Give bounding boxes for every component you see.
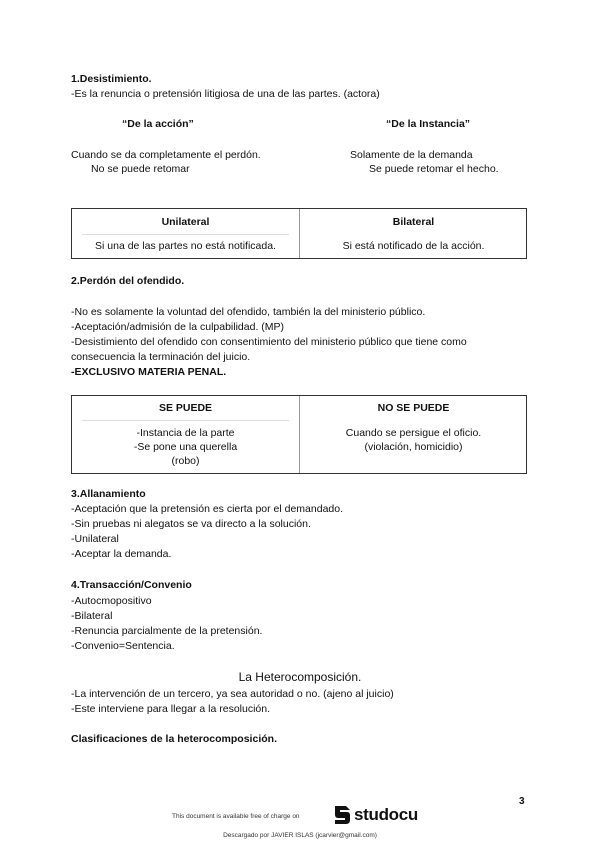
heterocomposicion-title: La Heterocomposición. [238,670,362,684]
heading-de-la-accion: “De la acción” [122,118,194,130]
table-col-se-puede [72,396,299,473]
section-2-line-3: -Desistimiento del ofendido con consentimiento del ministerio público que tiene como [71,336,467,348]
section-2-title: 2.Perdón del ofendido. [71,275,185,287]
accion-line-2: No se puede retomar [91,163,190,175]
instancia-line-1: Solamente de la demanda [350,149,473,161]
table-col-unilateral [72,209,299,258]
no-se-puede-cell-2: (violación, homicidio) [364,441,463,453]
table-header-se-puede: SE PUEDE [158,402,213,414]
heterocomposicion-line-1: -La intervención de un tercero, ya sea autoridad o no. (ajeno al juicio) [71,688,394,700]
se-puede-cell-3: (robo) [171,455,200,467]
table-col-bilateral [299,209,527,258]
studocu-brand-text: studocu [354,805,419,824]
section-4-line-4: -Convenio=Sentencia. [71,640,175,652]
section-4-title: 4.Transacción/Convenio [71,579,192,591]
page-number: 3 [519,796,525,807]
studocu-logo-icon [332,804,352,826]
table-se-puede [71,395,527,474]
section-4-line-1: -Autocmopositivo [71,595,152,607]
table-col-no-se-puede [299,396,527,473]
table-cell-unilateral: Si una de las partes no está notificada. [95,240,276,252]
no-se-puede-cell-1: Cuando se persigue el oficio. [345,427,482,439]
section-1-title: 1.Desistimiento. [71,73,152,85]
table-header-unilateral: Unilateral [161,216,210,228]
se-puede-cell-2: -Se pone una querella [133,441,238,453]
downloaded-by-text: Descargado por JAVIER ISLAS (jcarvier@gmail.com) [223,832,377,839]
section-1-definition: -Es la renuncia o pretensión litigiosa de una de las partes. (actora) [71,88,380,100]
section-2-line-2: -Aceptación/admisión de la culpabilidad. (MP) [71,321,285,333]
section-2-line-4: consecuencia la terminación del juicio. [71,351,251,363]
heading-de-la-instancia: “De la Instancia” [386,118,471,130]
heterocomposicion-line-2: -Este interviene para llegar a la resolución. [71,703,271,715]
accion-line-1: Cuando se da completamente el perdón. [71,149,261,161]
section-3-line-4: -Aceptar la demanda. [71,548,172,560]
available-free-text: This document is available free of charge on [172,813,300,820]
table-unilateral-bilateral [71,208,527,259]
section-2-line-1: -No es solamente la voluntad del ofendido, también la del ministerio público. [71,306,426,318]
table-cell-bilateral: Si está notificado de la acción. [342,240,485,252]
table-divider [82,420,289,421]
section-3-line-2: -Sin pruebas ni alegatos se va directo a la solución. [71,518,311,530]
section-4-line-3: -Renuncia parcialmente de la pretensión. [71,625,263,637]
table-header-bilateral: Bilateral [392,216,435,228]
section-3-title: 3.Allanamiento [71,488,146,500]
section-3-line-3: -Unilateral [71,533,119,545]
table-header-no-se-puede: NO SE PUEDE [377,402,450,414]
section-2-exclusive: -EXCLUSIVO MATERIA PENAL. [71,366,227,378]
section-4-line-2: -Bilateral [71,610,113,622]
section-3-line-1: -Aceptación que la pretensión es cierta por el demandado. [71,503,344,515]
instancia-line-2: Se puede retomar el hecho. [369,163,499,175]
table-divider [82,234,289,235]
heterocomposicion-subheading: Clasificaciones de la heterocomposición. [71,733,277,745]
se-puede-cell-1: -Instancia de la parte [136,427,235,439]
